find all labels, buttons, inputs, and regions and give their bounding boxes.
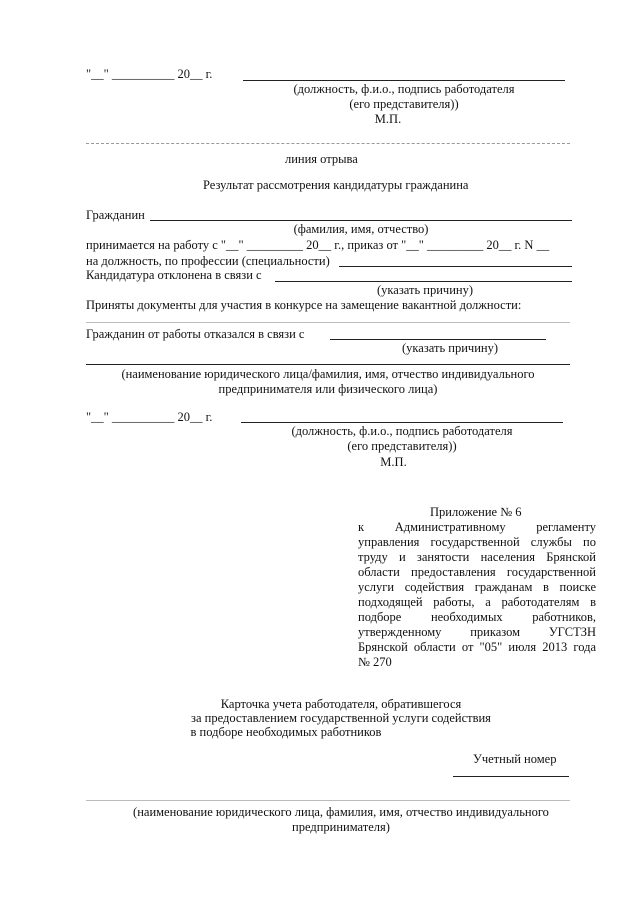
position-label: на должность, по профессии (специальности) bbox=[86, 254, 330, 268]
appendix-line: подходящей работы, а работодателям в bbox=[358, 595, 596, 609]
account-number-field[interactable] bbox=[453, 776, 569, 777]
top-signature-caption-2: (его представителя)) bbox=[349, 97, 459, 111]
bottom-signature-caption: (должность, ф.и.о., подпись работодателя bbox=[291, 424, 513, 438]
account-number-label: Учетный номер bbox=[473, 752, 557, 766]
appendix-line: к Административному регламенту bbox=[358, 520, 596, 534]
employer-name-field[interactable] bbox=[86, 364, 570, 365]
appendix-line: управления государственной службы по bbox=[358, 535, 596, 549]
citizen-name-field[interactable] bbox=[150, 220, 572, 221]
rejected-reason-caption: (указать причину) bbox=[376, 283, 473, 297]
appendix-text bbox=[358, 520, 596, 670]
appendix-line: подборе необходимых работников, bbox=[358, 610, 596, 624]
refused-reason-caption: (указать причину) bbox=[401, 341, 498, 355]
tear-line bbox=[86, 143, 570, 144]
appendix-line: труду и занятости населения Брянской bbox=[358, 550, 596, 564]
organization-name-field[interactable] bbox=[86, 800, 570, 801]
refused-label: Гражданин от работы отказался в связи с bbox=[86, 327, 305, 341]
appendix-line: Брянской области от "05" июля 2013 года bbox=[358, 640, 596, 654]
citizen-label: Гражданин bbox=[86, 208, 145, 222]
appendix-line: области предоставления государственной bbox=[358, 565, 596, 579]
bottom-seal-mark: М.П. bbox=[380, 455, 407, 469]
card-title-2: за предоставлением государственной услуги содействия bbox=[191, 711, 491, 725]
top-date-line: "__" __________ 20__ г. bbox=[86, 67, 213, 81]
position-field[interactable] bbox=[339, 266, 572, 267]
contest-label: Приняты документы для участия в конкурсе на замещение вакантной должности: bbox=[86, 298, 522, 312]
rejected-reason-field[interactable] bbox=[275, 281, 572, 282]
employer-name-caption-2: предпринимателя или физического лица) bbox=[218, 382, 438, 396]
hired-line: принимается на работу с "__" _________ 20__ г., приказ от "__" _________ 20__ г. N __ bbox=[86, 238, 550, 252]
contest-position-field[interactable] bbox=[86, 322, 570, 323]
top-signature-line[interactable] bbox=[243, 80, 565, 81]
appendix-title: Приложение № 6 bbox=[430, 505, 522, 519]
employer-name-caption: (наименование юридического лица/фамилия, имя, отчество индивидуального bbox=[121, 367, 535, 381]
appendix-line: утвержденному приказом УГСТЗН bbox=[358, 625, 596, 639]
organization-name-caption-2: предпринимателя) bbox=[292, 820, 390, 834]
organization-name-caption: (наименование юридического лица, фамилия, имя, отчество индивидуального bbox=[133, 805, 549, 819]
bottom-signature-caption-2: (его представителя)) bbox=[347, 439, 457, 453]
rejected-label: Кандидатура отклонена в связи с bbox=[86, 268, 262, 282]
result-title: Результат рассмотрения кандидатуры гражданина bbox=[203, 178, 469, 192]
appendix-order-number: № 270 bbox=[358, 655, 392, 669]
card-title-3: в подборе необходимых работников bbox=[190, 725, 382, 739]
card-title-1: Карточка учета работодателя, обратившегося bbox=[220, 697, 462, 711]
bottom-signature-line[interactable] bbox=[241, 422, 563, 423]
citizen-name-caption: (фамилия, имя, отчество) bbox=[293, 222, 429, 236]
bottom-date-line: "__" __________ 20__ г. bbox=[86, 410, 213, 424]
appendix-line: услуги содействия гражданам в поиске bbox=[358, 580, 596, 594]
refused-reason-field[interactable] bbox=[330, 339, 546, 340]
tear-line-label: линия отрыва bbox=[285, 152, 358, 166]
top-signature-caption: (должность, ф.и.о., подпись работодателя bbox=[293, 82, 515, 96]
top-seal-mark: М.П. bbox=[374, 112, 402, 126]
